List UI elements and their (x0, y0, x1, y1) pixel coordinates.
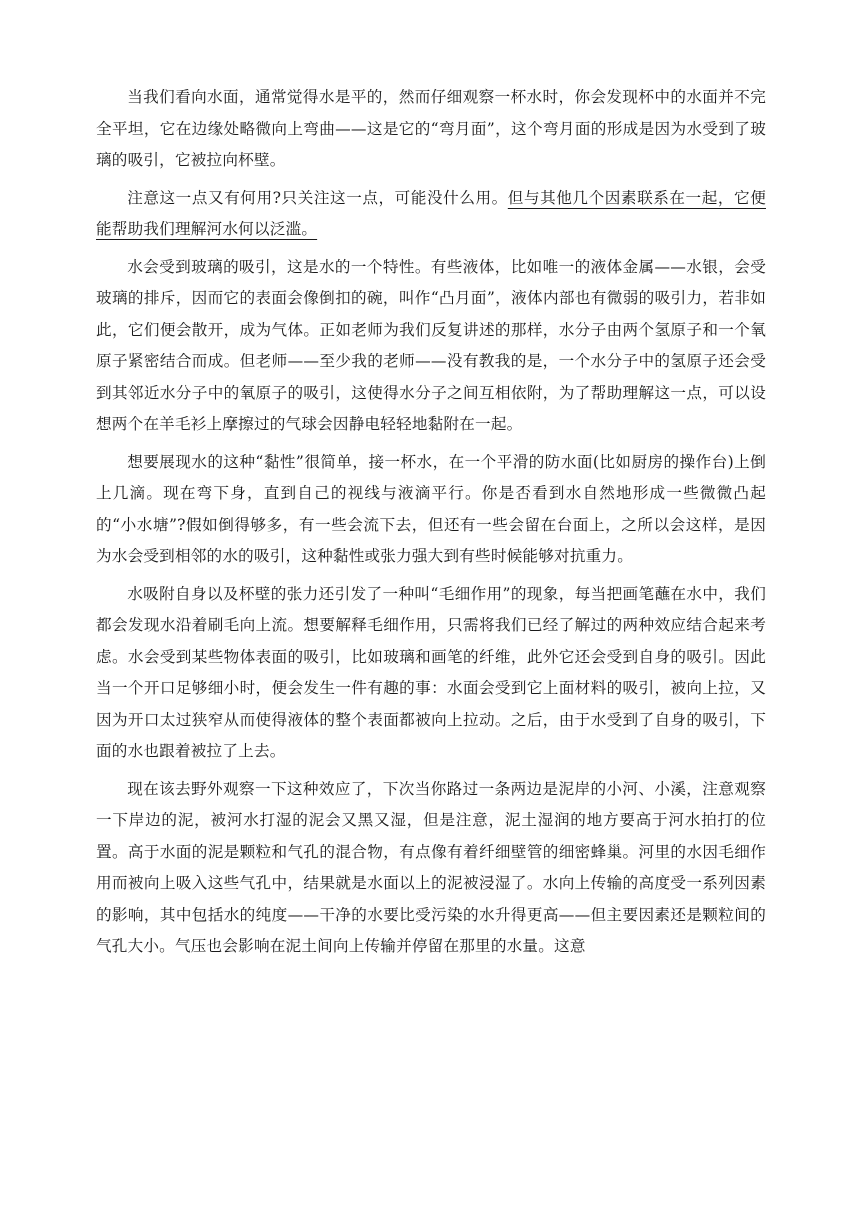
paragraph-water-stickiness: 想要展现水的这种“黏性”很简单，接一杯水，在一个平滑的防水面(比如厨房的操作台)上倒上几滴。现在弯下身，直到自己的视线与液滴平行。你是否看到水自然地形成一些微微凸起的“小水塘”?假如倒得够多，有一些会流下去，但还有一些会留在台面上，之所以会这样，是因为水会受到相邻的水的吸引，这种黏性或张力强大到有些时候能够对抗重力。 (96, 452, 766, 565)
paragraph-water-attraction: 水会受到玻璃的吸引，这是水的一个特性。有些液体，比如唯一的液体金属——水银，会受玻璃的排斥，因而它的表面会像倒扣的碗，叫作“凸月面”，液体内部也有微弱的吸引力，若非如此，它们便会散开，成为气体。正如老师为我们反复讲述的那样，水分子由两个氢原子和一个氧原子紧密结合而成。但老师——至少我的老师——没有教我的是，一个水分子中的氢原子还会受到其邻近水分子中的氧原子的吸引，这使得水分子之间互相依附，为了帮助理解这一点，可以设想两个在羊毛衫上摩擦过的气球会因静电轻轻地黏附在一起。 (96, 257, 766, 433)
document-page (96, 82, 766, 969)
paragraph-field-observation: 现在该去野外观察一下这种效应了，下次当你路过一条两边是泥岸的小河、小溪，注意观察一下岸边的泥，被河水打湿的泥会又黑又湿，但是注意，泥土湿润的地方要高于河水拍打的位置。高于水面的泥是颗粒和气孔的混合物，有点像有着纤细壁管的细密蜂巢。河里的水因毛细作用而被向上吸入这些气孔中，结果就是水面以上的泥被浸湿了。水向上传输的高度受一系列因素的影响，其中包括水的纯度——干净的水要比受污染的水升得更高——但主要因素还是颗粒间的气孔大小。气压也会影响在泥土间向上传输并停留在那里的水量。这意 (96, 779, 766, 955)
underlined-sentence: 但与其他几个因素联系在一起，它便能帮助我们理解河水何以泛滥。 (96, 188, 766, 238)
paragraph-why-it-matters (96, 183, 766, 246)
paragraph-meniscus: 当我们看向水面，通常觉得水是平的，然而仔细观察一杯水时，你会发现杯中的水面并不完全平坦，它在边缘处略微向上弯曲——这是它的“弯月面”，这个弯月面的形成是因为水受到了玻璃的吸引，它被拉向杯壁。 (96, 88, 766, 169)
paragraph-plain-text: 注意这一点又有何用?只关注这一点，可能没什么用。 (127, 188, 508, 207)
paragraph-capillary-action: 水吸附自身以及杯壁的张力还引发了一种叫“毛细作用”的现象，每当把画笔蘸在水中，我们都会发现水沿着刷毛向上流。想要解释毛细作用，只需将我们已经了解过的两种效应结合起来考虑。水会受到某些物体表面的吸引，比如玻璃和画笔的纤维，此外它还会受到自身的吸引。因此当一个开口足够细小时，便会发生一件有趣的事：水面会受到它上面材料的吸引，被向上拉，又因为开口太过狭窄从而使得液体的整个表面都被向上拉动。之后，由于水受到了自身的吸引，下面的水也跟着被拉了上去。 (96, 584, 766, 760)
